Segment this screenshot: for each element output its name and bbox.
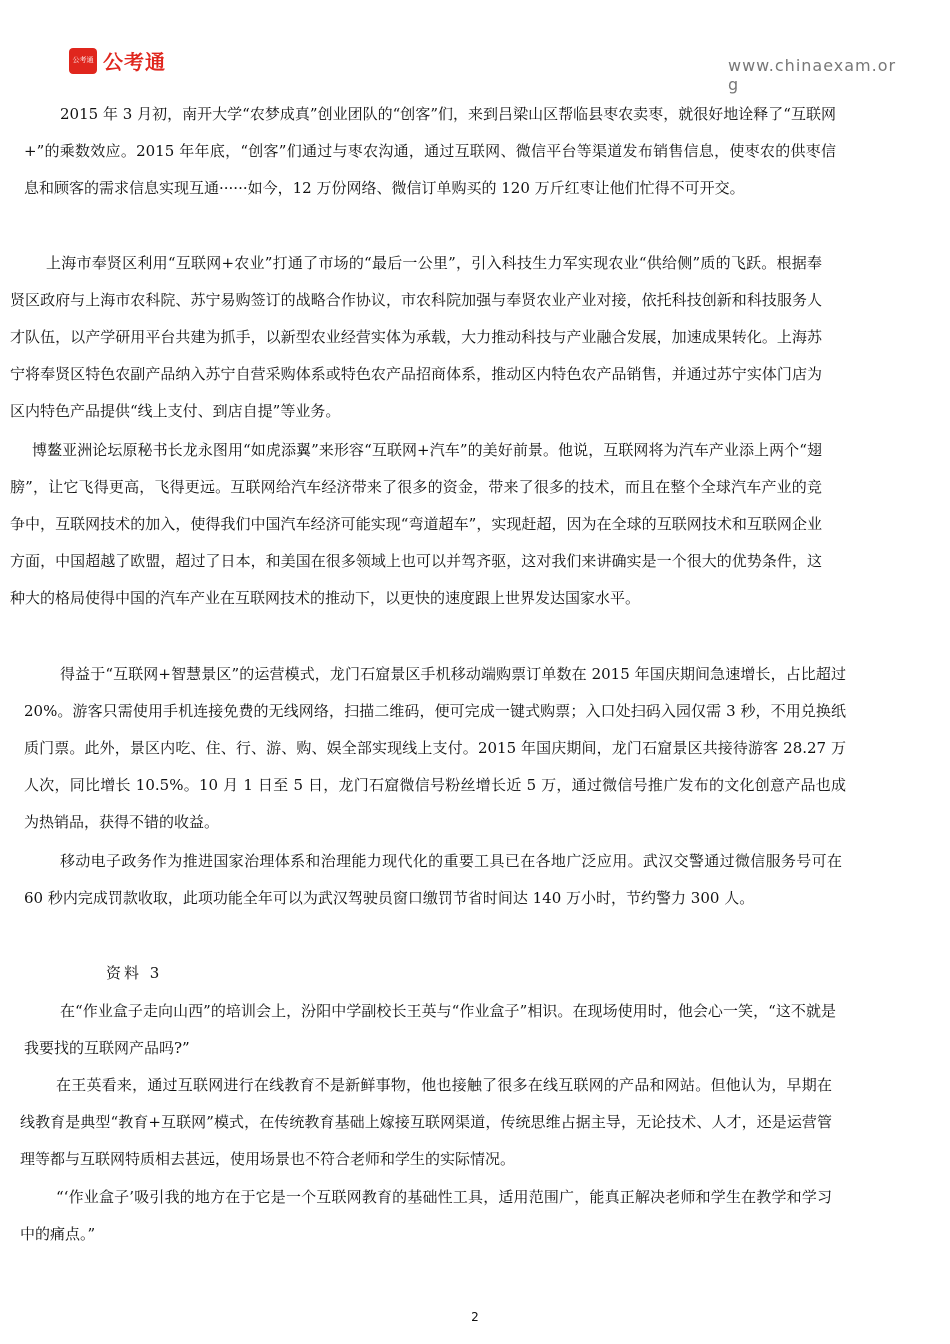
logo-badge-icon: 公考通 (69, 48, 97, 74)
paragraph-1: 2015 年 3 月初，南开大学“农梦成真”创业团队的“创客”们，来到吕梁山区帮临县枣农卖枣，就很好地诠释了“互联网+”的乘数效应。2015 年年底，“创客”们通过与枣农沟通，通过互联网、微信平台等渠道发布销售信息，使枣农的供枣信息和顾客的需求信息实现互通······如今，12 万份网络、微信订单购买的 120 万斤红枣让他们忙得不可开交。 (24, 105, 836, 197)
paragraph-4: 得益于“互联网+智慧景区”的运营模式，龙门石窟景区手机移动端购票订单数在 2015 年国庆期间急速增长，占比超过 20%。游客只需使用手机连接免费的无线网络，扫描二维码，便可完成一键式购票；入口处扫码入园仅需 3 秒，不用兑换纸质门票。此外，景区内吃、住、行、游、购、娱全部实现线上支付。2015 年国庆期间，龙门石窟景区共接待游客 28.27 万人次，同比增长 10.5%。10 月 1 日至 5 日，龙门石窟微信号粉丝增长近 5 万，通过微信号推广发布的文化创意产品也成为热销品，获得不错的收益。 (24, 665, 846, 831)
logo-text: 公考通 (103, 50, 166, 74)
paragraph-8: “‘作业盒子’吸引我的地方在于它是一个互联网教育的基础性工具，适用范围广，能真正解决老师和学生在教学和学习中的痛点。” (20, 1188, 832, 1243)
section-heading: 资料 3 (106, 964, 163, 982)
paragraph-7: 在王英看来，通过互联网进行在线教育不是新鲜事物，他也接触了很多在线互联网的产品和网站。但他认为，早期在线教育是典型“教育+互联网”模式，在传统教育基础上嫁接互联网渠道，传统思维占据主导，无论技术、人才，还是运营管理等都与互联网特质相去甚远，使用场景也不符合老师和学生的实际情况。 (20, 1076, 832, 1168)
paragraph-3: 博鳌亚洲论坛原秘书长龙永图用“如虎添翼”来形容“互联网+汽车”的美好前景。他说，互联网将为汽车产业添上两个“翅膀”，让它飞得更高，飞得更远。互联网给汽车经济带来了很多的资金，带来了很多的技术，而且在整个全球汽车产业的竞争中，互联网技术的加入，使得我们中国汽车经济可能实现“弯道超车”，实现赶超，因为在全球的互联网技术和互联网企业方面，中国超越了欧盟，超过了日本，和美国在很多领域上也可以并驾齐驱，这对我们来讲确实是一个很大的优势条件，这种大的格局使得中国的汽车产业在互联网技术的推动下，以更快的速度跟上世界发达国家水平。 (10, 441, 822, 607)
header-logo (69, 46, 166, 75)
page-number: 2 (471, 1310, 479, 1324)
site-url: www.chinaexam.org (728, 56, 897, 94)
paragraph-2: 上海市奉贤区利用“互联网+农业”打通了市场的“最后一公里”，引入科技生力军实现农业“供给侧”质的飞跃。根据奉贤区政府与上海市农科院、苏宁易购签订的战略合作协议，市农科院加强与奉贤农业产业对接，依托科技创新和科技服务人才队伍，以产学研用平台共建为抓手，以新型农业经营实体为承载，大力推动科技与产业融合发展，加速成果转化。上海苏宁将奉贤区特色农副产品纳入苏宁自营采购体系或特色农产品招商体系，推动区内特色农产品销售，并通过苏宁实体门店为区内特色产品提供“线上支付、到店自提”等业务。 (10, 254, 822, 420)
paragraph-6: 在“作业盒子走向山西”的培训会上，汾阳中学副校长王英与“作业盒子”相识。在现场使用时，他会心一笑，“这不就是我要找的互联网产品吗?” (24, 1002, 836, 1057)
paragraph-5: 移动电子政务作为推进国家治理体系和治理能力现代化的重要工具已在各地广泛应用。武汉交警通过微信服务号可在 60 秒内完成罚款收取，此项功能全年可以为武汉驾驶员窗口缴罚节省时间达 140 万小时，节约警力 300 人。 (24, 852, 842, 907)
